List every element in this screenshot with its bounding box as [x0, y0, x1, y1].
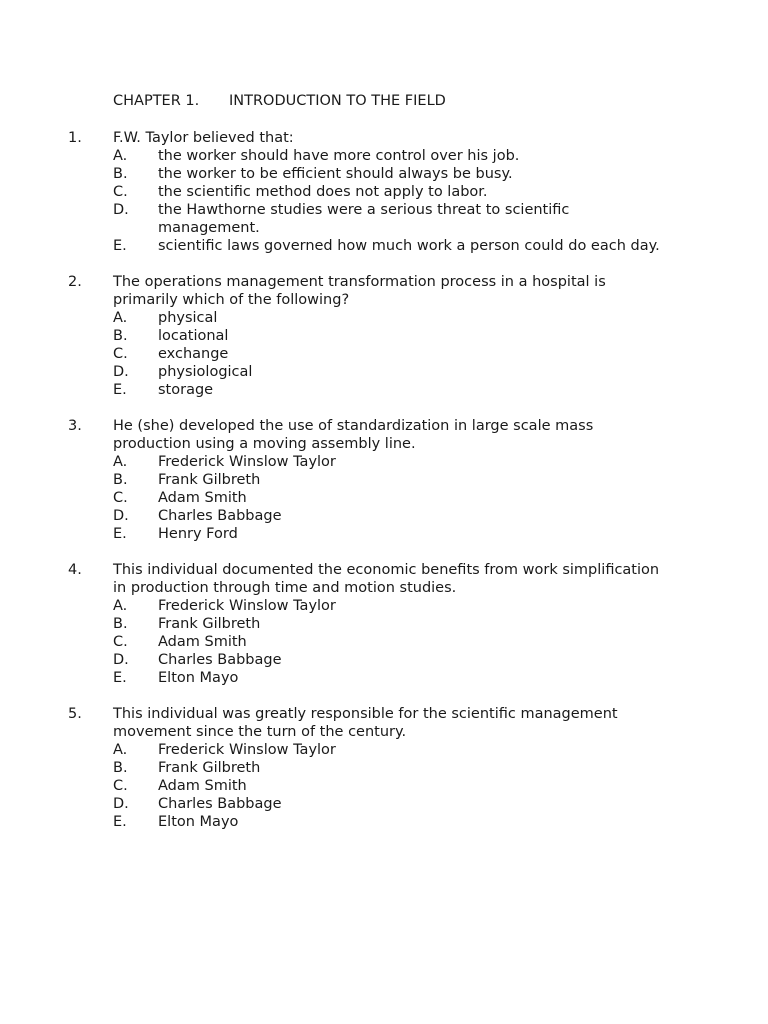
answer-option-e: [68, 237, 668, 255]
option-letter: A.: [113, 310, 128, 326]
option-letter: C.: [113, 778, 128, 794]
option-letter: E.: [113, 670, 127, 686]
option-letter: C.: [113, 490, 128, 506]
option-letter: C.: [113, 346, 128, 362]
chapter-heading: [113, 92, 446, 110]
option-letter: B.: [113, 328, 128, 344]
answer-option-c: [68, 777, 668, 795]
answer-option-e: [68, 525, 668, 543]
option-text: storage: [158, 382, 214, 398]
option-text: the scientific method does not apply to labor.: [158, 184, 488, 200]
answer-option-d: [68, 201, 668, 237]
option-text: Frederick Winslow Taylor: [158, 454, 336, 470]
option-letter: A.: [113, 454, 128, 470]
option-text: Adam Smith: [158, 490, 247, 506]
answer-option-a: [68, 309, 668, 327]
option-letter: D.: [113, 796, 129, 812]
question-1: [68, 129, 668, 255]
option-text: Henry Ford: [158, 526, 238, 542]
option-letter: D.: [113, 364, 129, 380]
answer-option-a: [68, 597, 668, 615]
option-letter: E.: [113, 814, 127, 830]
answer-option-c: [68, 345, 668, 363]
option-text: locational: [158, 328, 229, 344]
option-letter: B.: [113, 166, 128, 182]
option-text: Charles Babbage: [158, 652, 282, 668]
question-number: 5.: [68, 706, 82, 722]
option-letter: A.: [113, 148, 128, 164]
answer-option-e: [68, 381, 668, 399]
question-stem: This individual documented the economic benefits from work simplification in production through time and motion studies.: [113, 562, 660, 596]
option-text: Frank Gilbreth: [158, 616, 261, 632]
answer-option-c: [68, 489, 668, 507]
question-number: 1.: [68, 130, 82, 146]
answer-option-b: [68, 759, 668, 777]
option-text: Elton Mayo: [158, 670, 239, 686]
question-list: [68, 129, 668, 849]
answer-option-a: [68, 147, 668, 165]
option-letter: A.: [113, 598, 128, 614]
option-text: Elton Mayo: [158, 814, 239, 830]
chapter-number: CHAPTER 1.: [113, 93, 200, 109]
answer-option-d: [68, 363, 668, 381]
answer-option-d: [68, 795, 668, 813]
option-text: physical: [158, 310, 218, 326]
answer-option-b: [68, 327, 668, 345]
answer-option-b: [68, 471, 668, 489]
option-letter: C.: [113, 634, 128, 650]
option-text: the worker should have more control over his job.: [158, 148, 520, 164]
option-text: Charles Babbage: [158, 508, 282, 524]
answer-option-a: [68, 741, 668, 759]
question-stem: This individual was greatly responsible for the scientific management movement since the turn of the century.: [113, 706, 618, 740]
option-text: Adam Smith: [158, 778, 247, 794]
option-text: the Hawthorne studies were a serious threat to scientific management.: [158, 202, 570, 236]
question-stem: F.W. Taylor believed that:: [113, 130, 294, 146]
option-text: Frank Gilbreth: [158, 760, 261, 776]
option-letter: B.: [113, 472, 128, 488]
question-stem: The operations management transformation process in a hospital is primarily which of the following?: [113, 274, 606, 308]
option-text: Frederick Winslow Taylor: [158, 598, 336, 614]
answer-option-a: [68, 453, 668, 471]
option-text: Frederick Winslow Taylor: [158, 742, 336, 758]
answer-option-b: [68, 165, 668, 183]
option-letter: E.: [113, 526, 127, 542]
option-text: exchange: [158, 346, 229, 362]
question-number: 4.: [68, 562, 82, 578]
chapter-title: INTRODUCTION TO THE FIELD: [229, 93, 446, 109]
answer-option-e: [68, 813, 668, 831]
option-letter: D.: [113, 202, 129, 218]
answer-option-c: [68, 633, 668, 651]
option-text: physiological: [158, 364, 253, 380]
option-letter: C.: [113, 184, 128, 200]
option-text: Frank Gilbreth: [158, 472, 261, 488]
option-letter: E.: [113, 238, 127, 254]
option-letter: B.: [113, 760, 128, 776]
answer-option-b: [68, 615, 668, 633]
answer-option-c: [68, 183, 668, 201]
option-letter: D.: [113, 652, 129, 668]
question-number: 2.: [68, 274, 82, 290]
option-text: Adam Smith: [158, 634, 247, 650]
question-2: [68, 273, 668, 399]
option-text: the worker to be efficient should always be busy.: [158, 166, 513, 182]
option-letter: D.: [113, 508, 129, 524]
option-letter: B.: [113, 616, 128, 632]
question-3: [68, 417, 668, 543]
question-5: [68, 705, 668, 831]
option-text: Charles Babbage: [158, 796, 282, 812]
question-4: [68, 561, 668, 687]
question-stem: He (she) developed the use of standardization in large scale mass production using a moving assembly line.: [113, 418, 594, 452]
answer-option-d: [68, 507, 668, 525]
option-letter: E.: [113, 382, 127, 398]
option-letter: A.: [113, 742, 128, 758]
question-number: 3.: [68, 418, 82, 434]
answer-option-e: [68, 669, 668, 687]
option-text: scientific laws governed how much work a person could do each day.: [158, 238, 660, 254]
answer-option-d: [68, 651, 668, 669]
